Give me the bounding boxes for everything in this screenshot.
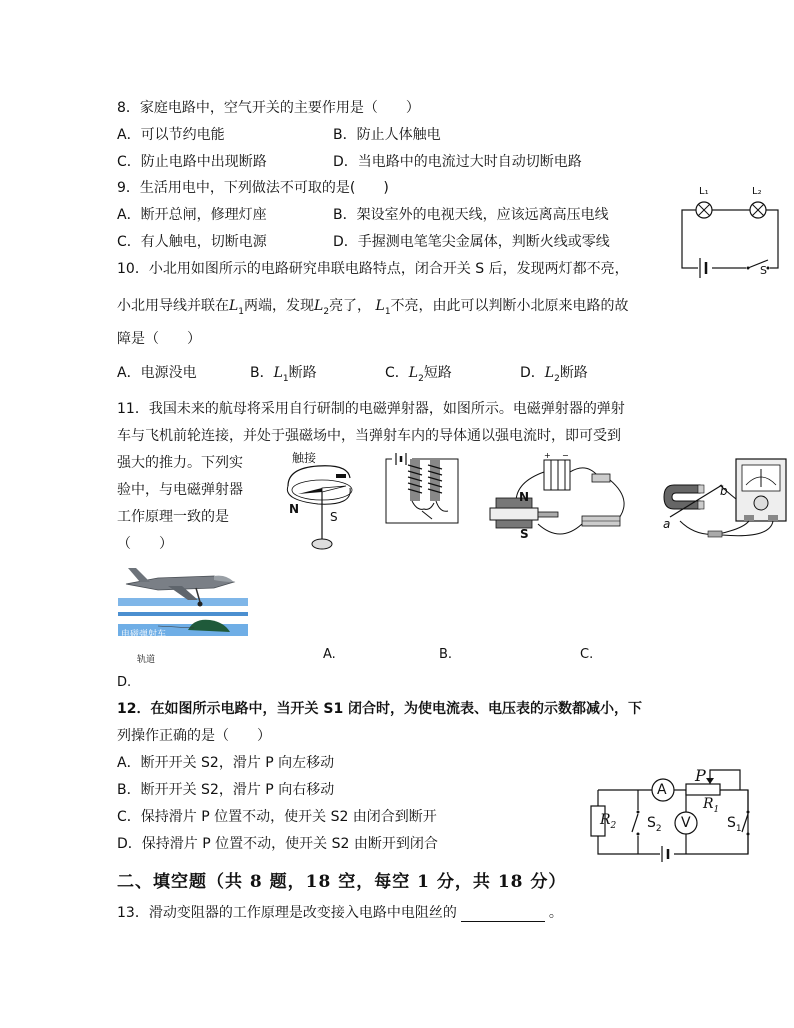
q11-option-a: A. [323,647,336,662]
q11-fig-d-b: b [720,484,728,498]
q10-option-a: A．电源没电 [117,365,197,381]
q8-stem: 8．家庭电路中，空气开关的主要作用是（ ） [117,100,420,116]
q12-line1: 12．在如图所示电路中，当开关 S1 闭合时，为使电流表、电压表的示数都减小，下 [117,701,643,717]
q11-fig-c-n: N [519,490,530,504]
q9-option-b: B．架设室外的电视天线，应该远离高压电线 [333,207,609,223]
q10-option-c: C．$L_2$短路 [385,365,452,384]
q11-line4: 验中，与电磁弹射器 [117,482,243,498]
q10-line1: 10．小北用如图所示的电路研究串联电路特点，闭合开关 S 后，发现两灯都不亮， [117,261,629,277]
q11-catapult-label: 电磁弹射车 [121,630,167,640]
q10-option-b: B．$L_1$断路 [250,365,317,384]
svg-text:−: − [562,451,569,460]
q9-stem: 9．生活用电中，下列做法不可取的是( ) [117,180,389,196]
q10-option-d: D．$L_2$断路 [520,365,588,384]
q12-option-c: C．保持滑片 P 位置不动，使开关 S2 由闭合到断开 [117,809,437,825]
q9-option-a: A．断开总闸，修理灯座 [117,207,267,223]
q12-option-a: A．断开开关 S2，滑片 P 向左移动 [117,755,335,771]
q10-fig-lamp1-label: L₁ [699,186,709,197]
q11-fig-a-label: 触接 [292,451,317,465]
q10-fig-switch-label: S [760,264,767,277]
q11-catapult-photo [118,560,248,664]
q13-answer-blank[interactable] [461,907,545,922]
q12-option-b: B．断开开关 S2，滑片 P 向右移动 [117,782,335,798]
q12-fig-s1: $S_1$ [727,815,742,834]
q11-line5: 工作原理一致的是 [117,509,229,525]
q10-fig-lamp2-label: L₂ [752,186,762,197]
q11-line6: （ ） [117,536,173,552]
q8-option-c: C．防止电路中出现断路 [117,154,267,170]
q12-fig-ammeter: A [657,782,667,798]
q12-fig-s2: $S_2$ [647,815,662,834]
q11-fig-d-galvanometer [660,455,790,545]
svg-text:+: + [544,451,551,460]
q12-fig-voltmeter: V [681,815,691,831]
q11-fig-c-s: S [520,527,529,541]
q12-fig-r2: $R_2$ [600,812,617,831]
q8-option-d: D．当电路中的电流过大时自动切断电路 [333,154,582,170]
q11-line3: 强大的推力。下列实 [117,455,243,471]
q11-line1: 11．我国未来的航母将采用自行研制的电磁弹射器，如图所示。电磁弹射器的弹射 [117,401,625,417]
q10-line2: 小北用导线并联在$L_1$两端，发现$L_2$亮了， $L_1$不亮，由此可以判断小北原来电路的故 [117,298,629,317]
q12-option-d: D．保持滑片 P 位置不动，使开关 S2 由断开到闭合 [117,836,438,852]
q12-fig-slider-p: P [695,766,706,785]
q11-line2: 车与飞机前轮连接，并处于强磁场中，当弹射车内的导体通以强电流时，即可受到 [117,428,621,444]
q11-fig-d-a: a [663,517,671,531]
q12-line2: 列操作正确的是（ ） [117,728,271,744]
q12-fig-r1: $R_1$ [703,796,720,815]
q10-line3: 障是（ ） [117,331,201,347]
q13-stem: 13．滑动变阻器的工作原理是改变接入电路中电阻丝的 。 [117,905,563,921]
q11-fig-a-n: N [289,502,300,516]
q11-rail-label: 轨道 [137,655,156,665]
q11-fig-b-electromagnets [382,453,462,528]
q8-option-a: A．可以节约电能 [117,127,225,143]
q11-option-b: B. [439,647,453,662]
q11-option-c: C. [580,647,594,662]
q9-option-d: D．手握测电笔笔尖金属体，判断火线或零线 [333,234,610,250]
section-2-title: 二、填空题（共 8 题，18 空，每空 1 分，共 18 分） [117,872,567,892]
q10-circuit-diagram [676,184,786,284]
q9-option-c: C．有人触电，切断电源 [117,234,267,250]
q11-option-d: D. [117,675,132,690]
q8-option-b: B．防止人体触电 [333,127,441,143]
q11-fig-a-s: S [330,510,338,524]
q11-fig-c-rail-circuit [486,452,636,547]
